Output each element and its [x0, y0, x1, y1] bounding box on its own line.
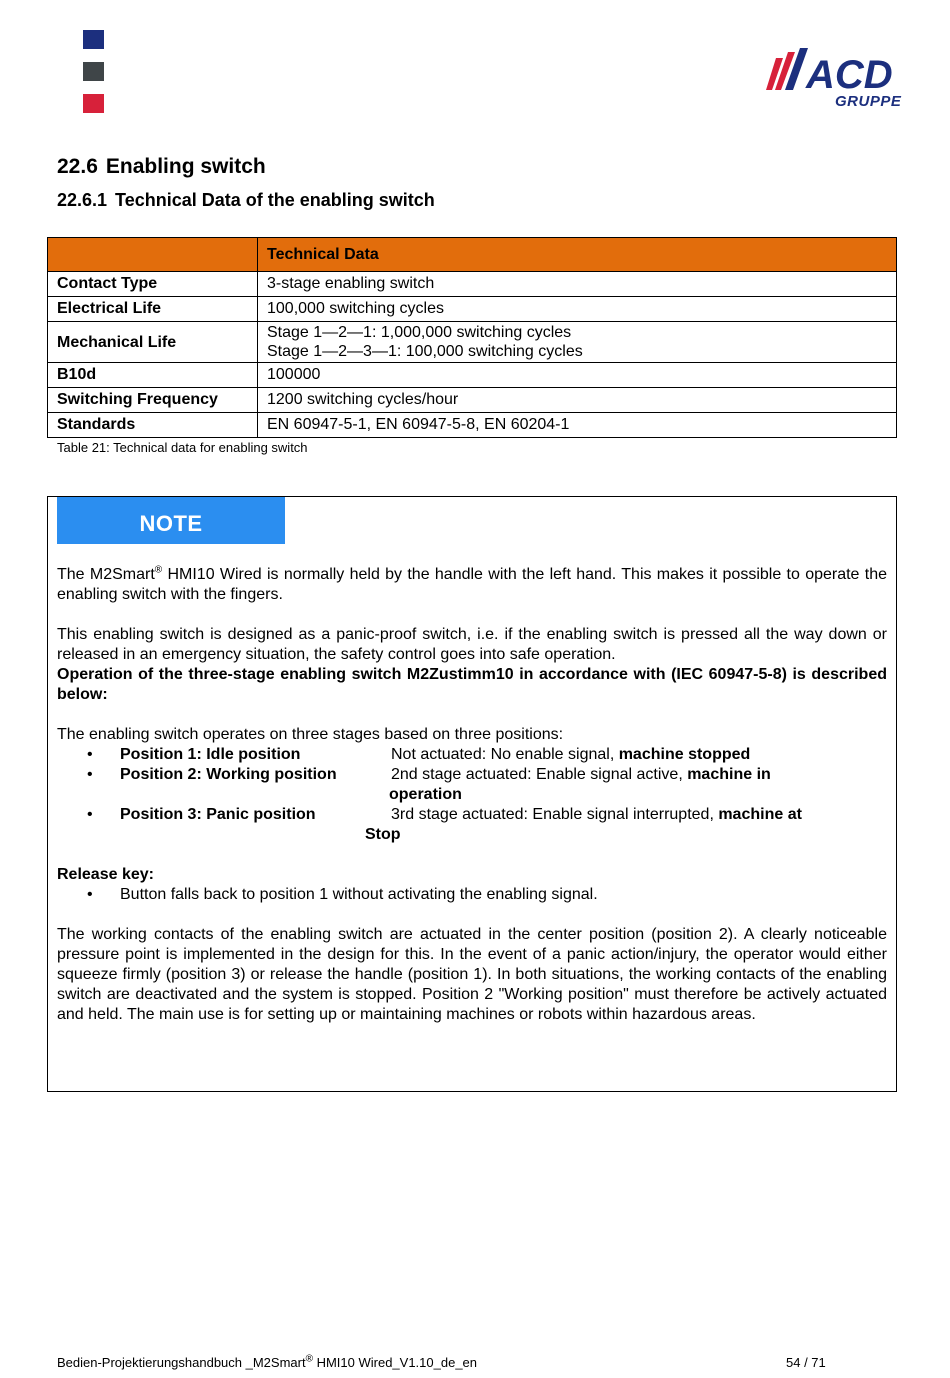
note-body: [57, 565, 887, 1025]
note-text: HMI10 Wired is normally held by the handle with the left hand. This makes it possible to operate the enabling switch with the fingers.: [57, 566, 887, 603]
table-row: [48, 388, 897, 413]
row-label: Switching Frequency: [48, 388, 258, 413]
table-row: [48, 297, 897, 322]
footer-doc-title: Bedien-Projektierungshandbuch _M2Smart® HMI10 Wired_V1.10_de_en: [57, 1353, 478, 1370]
acd-gruppe-logo: [766, 46, 918, 110]
registered-mark: ®: [154, 564, 163, 576]
subsection-heading: [57, 190, 435, 211]
bullet-icon: •: [87, 886, 93, 903]
section-number: 22.6: [57, 155, 98, 178]
decor-square-grey: [83, 62, 104, 81]
position-desc: 3rd stage actuated: Enable signal interrupted, machine at: [391, 806, 802, 823]
position-label: Position 3: Panic position: [120, 806, 316, 823]
note-paragraph: The enabling switch operates on three stages based on three positions:: [57, 726, 564, 743]
position-label: Position 1: Idle position: [120, 746, 301, 763]
position-desc-cont: Stop: [365, 826, 401, 843]
table-header-blank: [48, 238, 258, 272]
technical-data-table: [47, 237, 897, 438]
row-label: Mechanical Life: [48, 322, 258, 363]
position-label: Position 2: Working position: [120, 766, 337, 783]
note-box: [47, 496, 897, 1092]
note-paragraph: The working contacts of the enabling switch are actuated in the center position (position 2). A clearly noticeable pressure point is implemented in the design for this. In the event of a panic action/injury, the operator would either squeeze firmly (position 3) or release the handle (position 1). In both situations, the working contacts of the enabling switch are deactivated and the system is stopped. Position 2 "Working position" must therefore be actively actuated and held. The main use is for setting up or maintaining machines or robots within hazardous areas.: [57, 926, 887, 1023]
table-row: [48, 363, 897, 388]
table-header: Technical Data: [258, 238, 897, 272]
note-text: The M2Smart: [57, 566, 155, 583]
row-value: 100,000 switching cycles: [258, 297, 897, 322]
bullet-icon: •: [87, 746, 93, 763]
decor-square-blue: [83, 30, 104, 49]
position-item: [57, 805, 887, 825]
bullet-icon: •: [87, 766, 93, 783]
logo-subtext: GRUPPE: [835, 93, 902, 110]
subsection-number: 22.6.1: [57, 190, 108, 210]
page-number: 54 / 71: [786, 1355, 826, 1370]
table-row: [48, 272, 897, 297]
row-value: EN 60947-5-1, EN 60947-5-8, EN 60204-1: [258, 413, 897, 438]
bullet-icon: •: [87, 806, 93, 823]
row-label: Electrical Life: [48, 297, 258, 322]
row-label: B10d: [48, 363, 258, 388]
registered-mark: ®: [305, 1353, 313, 1365]
section-heading: [57, 155, 266, 179]
row-value: 1200 switching cycles/hour: [258, 388, 897, 413]
row-value-line: Stage 1—2—3—1: 100,000 switching cycles: [267, 343, 583, 360]
decor-square-red: [83, 94, 104, 113]
section-title: Enabling switch: [105, 155, 266, 178]
position-cont: [57, 785, 887, 805]
position-item: [57, 765, 887, 785]
table-caption: Table 21: Technical data for enabling switch: [57, 440, 308, 455]
note-paragraph-bold: Operation of the three-stage enabling switch M2Zustimm10 in accordance with (IEC 60947-5-8) is described below:: [57, 666, 887, 703]
row-value-line: Stage 1—2—1: 1,000,000 switching cycles: [267, 324, 572, 341]
position-desc: Not actuated: No enable signal, machine stopped: [391, 746, 751, 763]
position-cont: [57, 825, 887, 845]
note-paragraph: [57, 565, 887, 605]
row-value: 3-stage enabling switch: [258, 272, 897, 297]
release-item-text: Button falls back to position 1 without activating the enabling signal.: [120, 886, 598, 903]
position-item: [57, 745, 887, 765]
row-value: [258, 322, 897, 363]
release-heading: Release key:: [57, 866, 154, 883]
release-item: [57, 885, 887, 905]
row-value: 100000: [258, 363, 897, 388]
note-paragraph: This enabling switch is designed as a panic-proof switch, i.e. if the enabling switch is pressed all the way down or released in an emergency situation, the safety control goes into safe operation.: [57, 626, 887, 663]
subsection-title: Technical Data of the enabling switch: [115, 190, 435, 210]
logo-text: ACD: [806, 53, 893, 97]
position-desc-cont: operation: [389, 786, 462, 803]
table-row: [48, 413, 897, 438]
position-desc: 2nd stage actuated: Enable signal active, machine in: [391, 766, 771, 783]
row-label: Contact Type: [48, 272, 258, 297]
table-header-row: [48, 238, 897, 272]
table-row: [48, 322, 897, 363]
note-badge: NOTE: [57, 497, 285, 544]
row-label: Standards: [48, 413, 258, 438]
